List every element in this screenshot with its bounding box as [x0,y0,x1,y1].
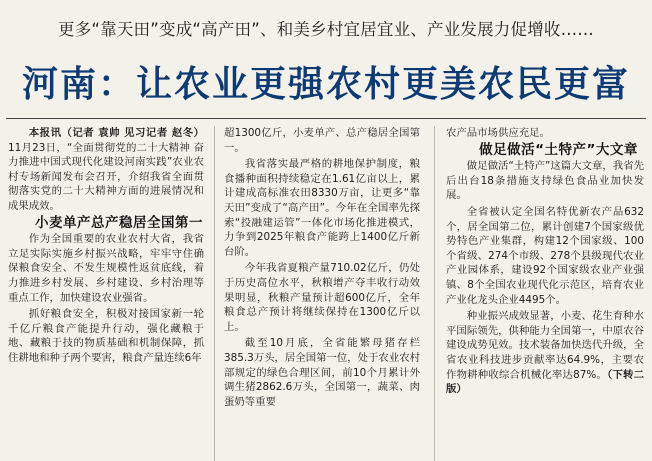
body-paragraph: 抓好粮食安全，积极对接国家新一轮千亿斤粮食产能提升行动，强化藏粮于地、藏粮于技的物质基础和机制保障，抓住耕地和种子两个要害，粮食产量连续6年 [8,308,204,364]
body-paragraph: 今年我省夏粮产量710.02亿斤，仍处于历史高位水平，秋粮增产夺丰收行动效果明显，秋粮产量预计超600亿斤，全年粮食总产预计将继续保持在1300亿斤以上。 [224,262,420,333]
article-column-3 [446,126,644,461]
byline: 本报讯（记者 袁帅 见习记者 赵冬） [28,127,204,139]
body-paragraph: 农产品市场供应充足。 [446,127,550,139]
body-paragraph: 超1300亿斤，小麦单产、总产稳居全国第一。 [224,127,420,154]
body-paragraph: 作为全国重要的农业农村大省，我省立足实际实施乡村振兴战略，牢牢守住确保粮食安全、不发生规模性返贫底线，着力推进乡村发展、乡村建设、乡村治理等重点工作，加快建设农业强省。 [8,233,204,304]
article-column-2 [224,126,420,461]
body-paragraph: 做足做活“土特产”这篇大文章，我省先后出台18条措施支持绿色食品业加快发展。 [446,160,644,202]
paragraph-text: 种业振兴成效显著，小麦、花生育种水平国际领先，供种能力全国第一，中原农谷建设成势见效。技术装备加快迭代升级，全省农业科技进步贡献率达64.9%，主要农作物耕种收综合机械化率达87%。 [446,310,644,381]
body-paragraph: 截至10月底，全省能繁母猪存栏385.3万头，居全国第一位，处于农业农村部规定的绿色合理区间，前10个月累计外调生猪2862.6万头，全国第一，蔬菜、肉蛋奶等重要 [224,337,420,408]
section-subheading: 做足做活“土特产”大文章 [479,141,638,158]
body-paragraph: 我省落实最严格的耕地保护制度，粮食播种面积持续稳定在1.61亿亩以上，累计建成高标准农田8330万亩，让更多“靠天田”变成了“高产田”。今年在全国率先探索“投融建运管”一体化市场化推进模式，力争到2025年粮食产能跨上1400亿斤新台阶。 [224,158,420,258]
continued-note: （下转二版） [446,368,644,396]
body-paragraph [446,309,644,397]
paragraph-text: 11月23日，“全面贯彻党的二十大精神 奋力推进中国式现代化建设河南实践”农业农村专场新闻发布会召开，介绍我省全面贯彻落实党的二十大精神方面的进展情况和成果成效。 [8,141,204,212]
headline-rule [6,118,646,119]
lead-paragraph [8,126,204,214]
body-paragraph: 全省被认定全国名特优新农产品632个，居全国第二位，累计创建7个国家级优势特色产业集群，构建12个国家级、100个省级、274个市级、278个县级现代农业产业园体系，建设92个国家级农业产业强镇、8个全国农业现代化示范区，培育农业产业化龙头企业4495个。 [446,205,644,306]
headline: 河南：让农业更强农村更美农民更富 [21,64,630,105]
kicker-subheadline: 更多“靠天田”变成“高产田”、和美乡村宜居宜业、产业发展力促增收…… [58,20,594,39]
section-subheading: 小麦单产总产稳居全国第一 [35,214,203,231]
column-divider [214,126,215,461]
column-divider [434,126,435,461]
article-column-1 [8,126,204,461]
